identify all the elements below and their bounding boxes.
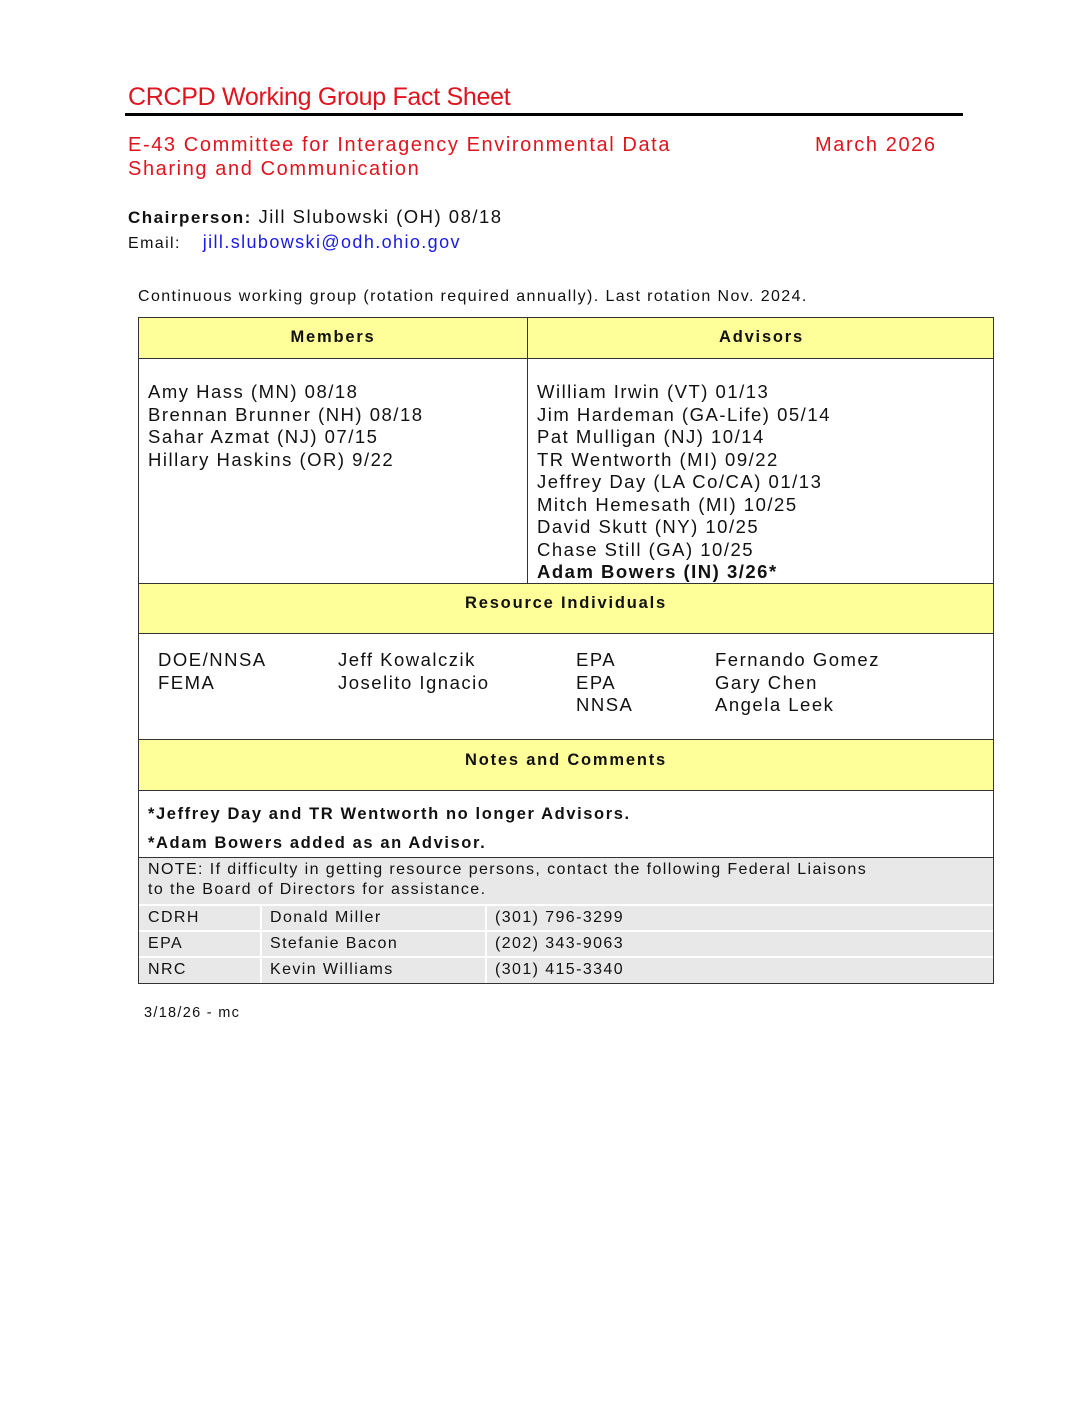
notes-list [148, 800, 631, 858]
liaison-row [139, 930, 993, 957]
notes-header-row [139, 739, 993, 791]
advisor-item: David Skutt (NY) 10/25 [537, 516, 760, 537]
resource-agency: EPA [576, 649, 617, 670]
note-item: *Jeffrey Day and TR Wentworth no longer Advisors. [148, 805, 631, 823]
liaison-phone: (301) 796-3299 [495, 909, 625, 926]
resource-names-right [715, 649, 880, 717]
document-title: CRCPD Working Group Fact Sheet [128, 83, 511, 111]
advisor-item: Chase Still (GA) 10/25 [537, 538, 755, 560]
federal-liaisons-section [139, 857, 993, 983]
resource-agencies-right [576, 649, 633, 717]
resource-agency: DOE/NNSA [158, 649, 267, 670]
member-item: Sahar Azmat (NJ) 07/15 [148, 426, 379, 447]
resource-header-row [139, 583, 993, 634]
member-item: Brennan Brunner (NH) 08/18 [148, 403, 424, 425]
email-line [128, 232, 461, 253]
advisor-item: Mitch Hemesath (MI) 10/25 [537, 493, 798, 515]
committee-name-line2: Sharing and Communication [128, 158, 421, 180]
notes-header: Notes and Comments [464, 751, 667, 769]
note-item: *Adam Bowers added as an Advisor. [148, 834, 487, 852]
liaison-agency: EPA [148, 935, 184, 952]
advisors-header: Advisors [718, 328, 804, 346]
resource-agency: FEMA [158, 671, 216, 693]
column-divider [527, 318, 528, 583]
footer-revision: 3/18/26 - mc [144, 1005, 241, 1021]
resource-agency: NNSA [576, 694, 634, 715]
members-header: Members [290, 328, 376, 346]
rotation-note: Continuous working group (rotation required annually). Last rotation Nov. 2024. [138, 288, 808, 305]
liaison-agency: CDRH [148, 909, 200, 926]
liaison-name: Donald Miller [270, 909, 382, 926]
chair-email-link[interactable]: jill.slubowski@odh.ohio.gov [202, 232, 461, 252]
advisor-item: Pat Mulligan (NJ) 10/14 [537, 426, 765, 447]
liaison-phone: (301) 415-3340 [495, 961, 625, 978]
resource-name: Joselito Ignacio [338, 671, 490, 693]
resource-name: Angela Leek [715, 694, 835, 715]
member-item: Amy Hass (MN) 08/18 [148, 381, 359, 402]
liaison-row [139, 956, 993, 983]
advisor-item-new: Adam Bowers (IN) 3/26* [537, 561, 778, 582]
liaison-note-line: to the Board of Directors for assistance. [148, 881, 487, 898]
committee-table [138, 317, 994, 984]
liaison-note-line: NOTE: If difficulty in getting resource persons, contact the following Federal Liaisons [148, 861, 868, 878]
advisor-item: TR Wentworth (MI) 09/22 [537, 448, 779, 470]
resource-agency: EPA [576, 671, 617, 693]
liaison-agency: NRC [148, 961, 187, 978]
resource-header: Resource Individuals [465, 594, 667, 612]
members-list [148, 381, 424, 471]
advisor-item: William Irwin (VT) 01/13 [537, 381, 770, 402]
advisor-item: Jeffrey Day (LA Co/CA) 01/13 [537, 471, 823, 492]
advisors-list [537, 381, 831, 584]
committee-name-line1: E-43 Committee for Interagency Environmental Data [128, 134, 672, 156]
member-item: Hillary Haskins (OR) 9/22 [148, 448, 395, 470]
chairperson-label: Chairperson: [128, 208, 252, 227]
email-label: Email: [128, 235, 181, 252]
resource-name: Gary Chen [715, 671, 818, 693]
members-advisors-header-row [139, 317, 993, 359]
liaison-note [148, 860, 867, 900]
advisor-item: Jim Hardeman (GA-Life) 05/14 [537, 403, 831, 425]
liaison-name: Kevin Williams [270, 961, 394, 978]
liaison-name: Stefanie Bacon [270, 935, 399, 952]
liaison-row [139, 904, 993, 931]
chairperson-name: Jill Slubowski (OH) 08/18 [258, 206, 503, 227]
resource-agencies-left [158, 649, 267, 694]
liaison-phone: (202) 343-9063 [495, 935, 625, 952]
title-rule [125, 113, 963, 116]
document-date: March 2026 [815, 134, 937, 156]
chairperson-line [128, 206, 503, 228]
resource-names-left [338, 649, 490, 694]
resource-name: Fernando Gomez [715, 649, 880, 670]
resource-name: Jeff Kowalczik [338, 649, 476, 670]
